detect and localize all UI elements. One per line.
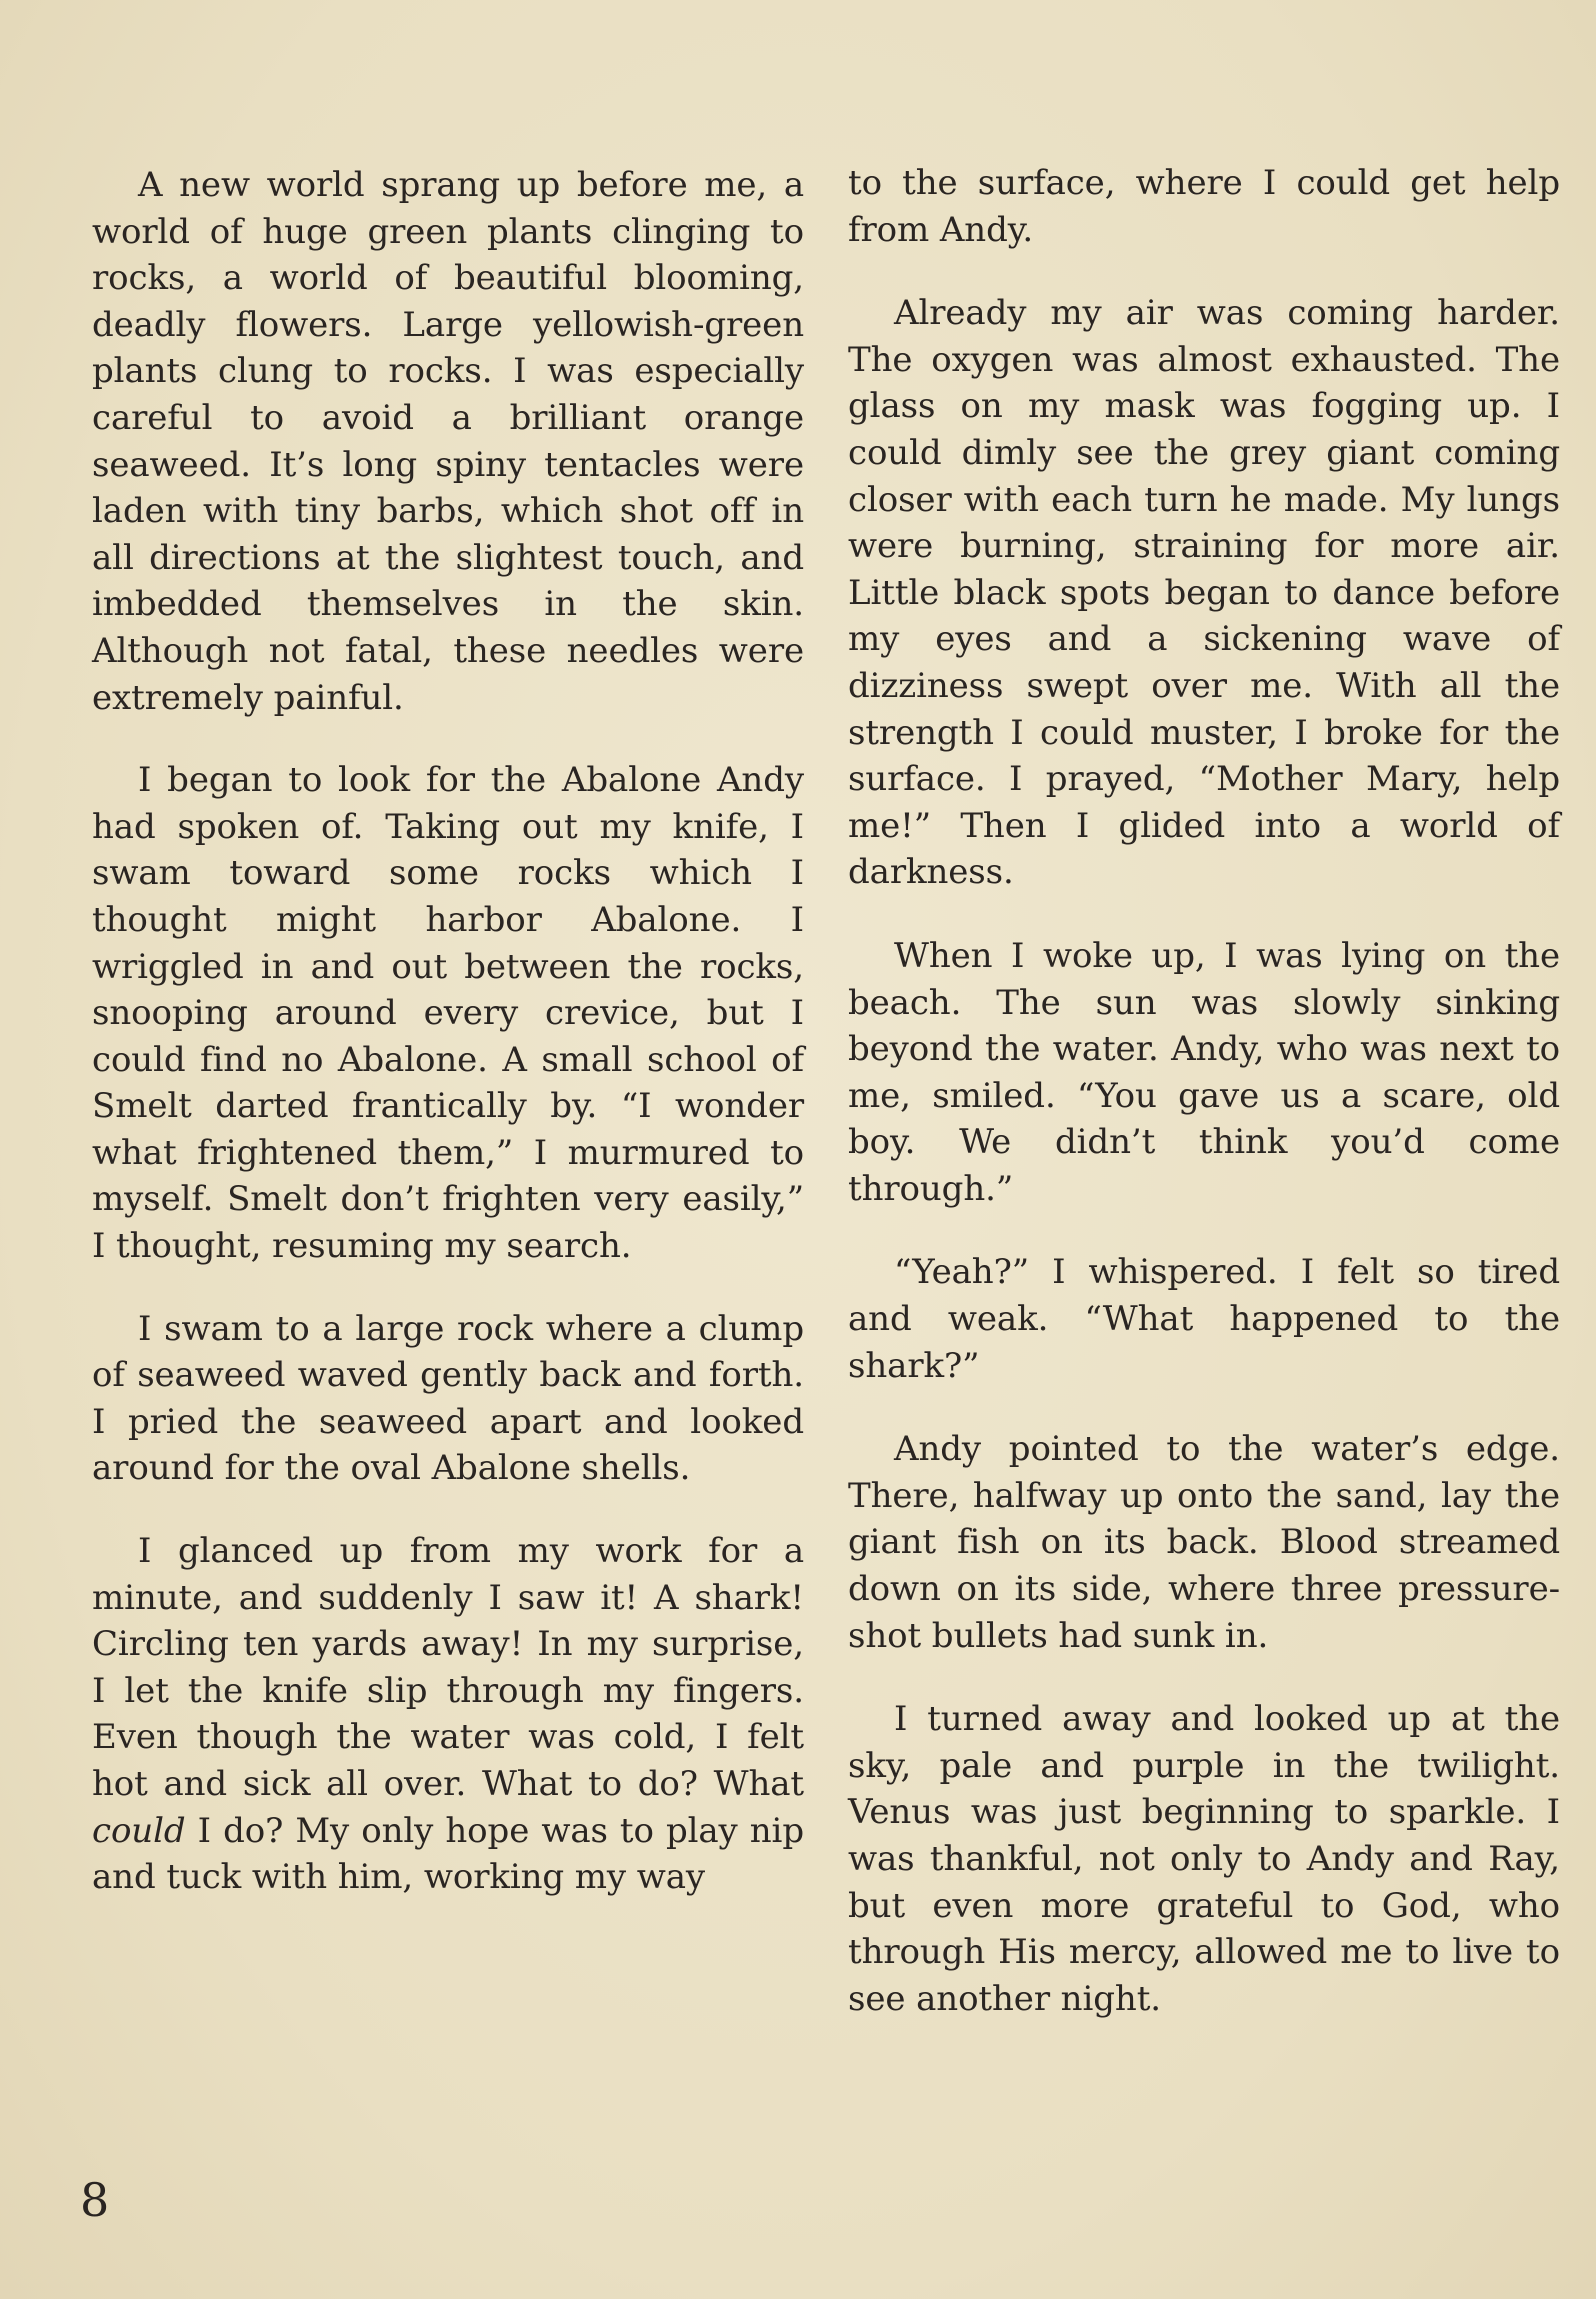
right-column [848, 160, 1560, 2022]
paragraph: A new world sprang up before me, a world of huge green plants clinging to rocks, a world of beautiful blooming, deadly flowers. Large yellowish-green plants clung to rocks. I was especially careful to avoid a brilliant orange seaweed. It’s long spiny tentacles were laden with tiny barbs, which shot off in all directions at the slightest touch, and imbedded themselves in the skin. Although not fatal, these needles were extremely painful. [92, 165, 804, 718]
paragraph: “Yeah?” I whispered. I felt so tired and weak. “What happened to the shark?” [848, 1252, 1560, 1386]
paragraph: I turned away and looked up at the sky, pale and purple in the twilight. Venus was just beginning to sparkle. I was thankful, not only to Andy and Ray, but even more grateful to God, who through His mercy, allowed me to live to see another night. [848, 1699, 1560, 2019]
left-column [92, 162, 804, 1901]
paragraph: I swam to a large rock where a clump of seaweed waved gently back and forth. I pried the seaweed apart and looked around for the oval Abalone shells. [92, 1308, 804, 1489]
paragraph-text: I glanced up from my work for a minute, and suddenly I saw it! A shark! Circling ten yards away! In my surprise, I let the knife slip through my fingers. Even though the water was cold, I felt hot and sick all over. What to do? What [92, 1531, 804, 1804]
paragraph: When I woke up, I was lying on the beach. The sun was slowly sinking beyond the water. Andy, who was next to me, smiled. “You gave us a scare, old boy. We didn’t think you’d come through.” [848, 935, 1560, 1209]
paragraph: Already my air was coming harder. The oxygen was almost exhausted. The glass on my mask was fogging up. I could dimly see the grey giant coming closer with each turn he made. My lungs were burning, straining for more air. Little black spots began to dance before my eyes and a sickening wave of dizziness swept over me. With all the strength I could muster, I broke for the surface. I prayed, “Mother Mary, help me!” Then I glided into a world of darkness. [848, 293, 1560, 893]
paragraph: I began to look for the Abalone Andy had spoken of. Taking out my knife, I swam toward some rocks which I thought might harbor Abalone. I wriggled in and out between the rocks, snooping around every crevice, but I could find no Abalone. A small school of Smelt darted frantically by. “I wonder what frightened them,” I murmured to myself. Smelt don’t frighten very easily,” I thought, resuming my search. [92, 760, 804, 1267]
emphasized-word: could [92, 1810, 186, 1851]
paragraph [92, 1528, 804, 1901]
paragraph: Andy pointed to the water’s edge. There, halfway up onto the sand, lay the giant fish on its back. Blood streamed down on its side, where three pressure-shot bullets had sunk in. [848, 1429, 1560, 1656]
paragraph-text: I do? My only hope was to play nip and tuck with him, working my way [92, 1810, 804, 1898]
page-number: 8 [80, 2173, 110, 2227]
paragraph-continued: to the surface, where I could get help from Andy. [848, 163, 1560, 250]
